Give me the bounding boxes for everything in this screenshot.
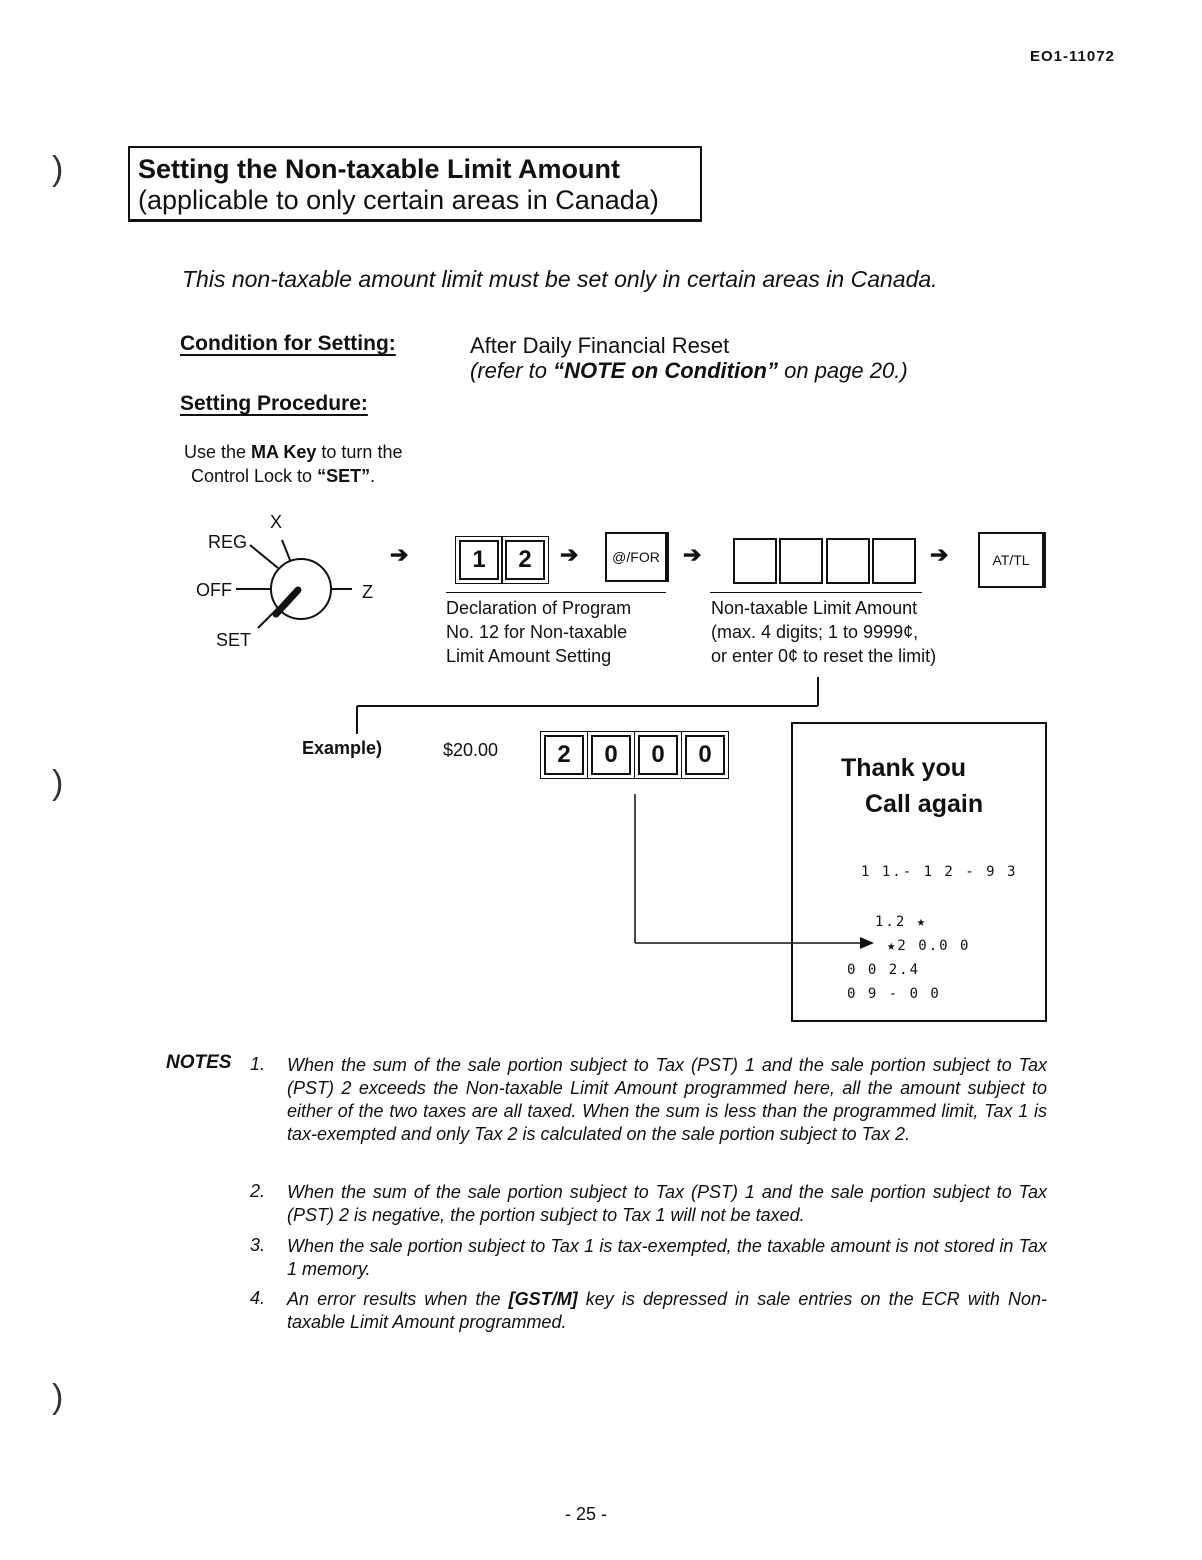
condition-ref-prefix: (refer to <box>470 358 554 383</box>
procedure-label: Setting Procedure: <box>180 392 368 415</box>
key-1: 1 <box>459 540 499 580</box>
ma-key-label: MA Key <box>251 442 317 462</box>
amount-description-line: Non-taxable Limit Amount <box>711 598 918 618</box>
program-description-line: Declaration of Program <box>446 598 632 618</box>
example-digit-key: 0 <box>685 735 725 775</box>
example-amount: $20.00 <box>443 740 499 760</box>
page-number: - 25 - <box>565 1504 608 1524</box>
instruction-text: to turn the <box>316 442 403 462</box>
example-digit-key: 2 <box>544 735 584 775</box>
receipt-consecutive-no: 0 0 2.4 <box>847 962 921 978</box>
amount-description-line: or enter 0¢ to reset the limit) <box>711 646 937 666</box>
receipt-thank-you: Thank you <box>841 754 967 782</box>
lock-label-set: SET <box>216 630 252 650</box>
amount-description-line: (max. 4 digits; 1 to 9999¢, <box>711 622 919 642</box>
note-number: 1. <box>250 1054 266 1074</box>
arrow-icon: ➔ <box>390 542 409 567</box>
section-subtitle: (applicable to only certain areas in Canada) <box>138 185 659 215</box>
instruction-text: . <box>370 466 376 486</box>
arrow-icon: ➔ <box>683 542 702 567</box>
gst-m-key-label: [GST/M] <box>508 1289 578 1309</box>
receipt-program-no: 1.2 ★ <box>875 914 928 930</box>
intro-text: This non-taxable amount limit must be set only in certain areas in Canada. <box>182 266 938 292</box>
document-id: EO1-11072 <box>1030 48 1115 65</box>
key-at-tl: AT/TL <box>978 532 1046 588</box>
note-2: When the sum of the sale portion subject to Tax (PST) 1 and the sale portion subject to Tax (PST) 2 is negative, the portion subject to Tax 1 will not be taxed. <box>287 1182 1047 1225</box>
receipt-date: 1 1.- 1 2 - 9 3 <box>861 864 1018 880</box>
binder-mark-2: ) <box>52 764 64 802</box>
program-description-line: No. 12 for Non-taxable <box>446 622 628 642</box>
section-title: Setting the Non-taxable Limit Amount <box>138 154 620 184</box>
binder-mark-1: ) <box>52 150 64 188</box>
example-digit-key: 0 <box>638 735 678 775</box>
note-number: 4. <box>250 1288 266 1308</box>
arrow-icon: ➔ <box>560 542 579 567</box>
lock-label-off: OFF <box>196 580 232 600</box>
receipt-limit-amount: ★2 0.0 0 <box>887 938 971 954</box>
receipt-time: 0 9 - 0 0 <box>847 986 941 1002</box>
note-number: 3. <box>250 1235 266 1255</box>
note-4-text: An error results when the <box>287 1289 509 1309</box>
note-1: When the sum of the sale portion subject to Tax (PST) 1 and the sale portion subject to Tax (PST) 2 exceeds the Non-taxable Limit Amount programmed here, all the amount subject to either of the two taxes are all taxed. When the sum is less than the programmed limit, Tax 1 is tax-exempted and only Tax 2 is calculated on the sale portion subject to Tax 2. <box>287 1055 1047 1144</box>
condition-ref-note: “NOTE on Condition” <box>553 358 778 383</box>
receipt-call-again: Call again <box>865 790 984 818</box>
instruction-text: Control Lock to <box>191 466 318 486</box>
example-digit-key: 0 <box>591 735 631 775</box>
binder-mark-3: ) <box>52 1378 64 1416</box>
key-at-for: @/FOR <box>605 532 669 582</box>
notes-label: NOTES <box>166 1052 232 1073</box>
condition-ref-suffix: on page 20.) <box>778 358 908 383</box>
condition-value: After Daily Financial Reset <box>470 333 730 358</box>
note-3: When the sale portion subject to Tax 1 is tax-exempted, the taxable amount is not stored in Tax 1 memory. <box>287 1236 1047 1279</box>
key-2: 2 <box>505 540 545 580</box>
note-number: 2. <box>250 1181 266 1201</box>
example-label: Example) <box>302 738 383 758</box>
arrow-icon: ➔ <box>930 542 949 567</box>
instruction-text: Use the <box>184 442 252 462</box>
lock-label-reg: REG <box>208 532 248 552</box>
receipt-printout <box>791 722 1047 1022</box>
lock-label-z: Z <box>362 582 373 602</box>
condition-label: Condition for Setting: <box>180 332 396 355</box>
note-4-text: key is depressed in sale entries on the ECR with Non-taxable Limit Amount programmed. <box>287 1289 1047 1332</box>
lock-label-x: X <box>270 512 283 532</box>
set-position-label: “SET” <box>317 466 371 486</box>
note-4 <box>287 1288 1047 1334</box>
program-description-line: Limit Amount Setting <box>446 646 612 666</box>
